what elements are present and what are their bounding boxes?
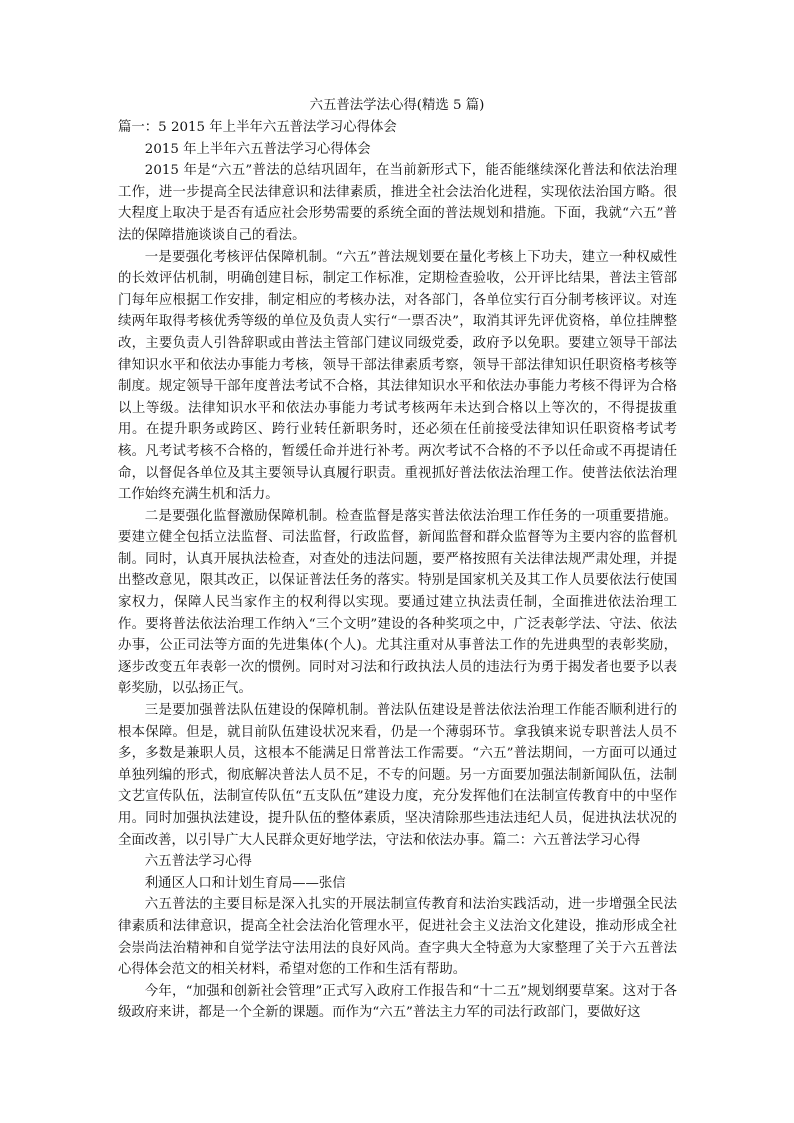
paragraph: 六五普法的主要目标是深入扎实的开展法制宣传教育和法治实践活动，进一步增强全民法律素质和法律意识，提高全社会法治化管理水平，促进社会主义法治文化建设，推动形成全社会崇尚法治精神和自觉学法守法用法的良好风尚。查字典大全特意为大家整理了关于六五普法心得体会范文的相关材料，希望对您的工作和生活有帮助。 <box>118 897 677 978</box>
paragraph: 二是要强化监督激励保障机制。检查监督是落实普法依法治理工作任务的一项重要措施。要建立健全包括立法监督、司法监督，行政监督，新闻监督和群众监督等为主要内容的监督机制。同时，认真开展执法检查，对查处的违法问题，要严格按照有关法律法规严肃处理，并提出整改意见，限其改正，以保证普法任务的落实。特别是国家机关及其工作人员要依法行使国家权力，保障人民当家作主的权利得以实现。要通过建立执法责任制，全面推进依法治理工作。要将普法依法治理工作纳入“三个文明”建设的各种奖项之中，广泛表彰学法、守法、依法办事，公正司法等方面的先进集体(个人)。尤其注重对从事普法工作的先进典型的表彰奖励，逐步改变五年表彰一次的惯例。同时对习法和行政执法人员的违法行为勇于揭发者也要予以表彰奖励，以弘扬正气。 <box>118 508 677 697</box>
part2-author: 利通区人口和计划生育局——张信 <box>144 875 346 891</box>
part1-subtitle: 2015 年上半年六五普法学习心得体会 <box>144 141 371 157</box>
paragraph: 三是要加强普法队伍建设的保障机制。普法队伍建设是普法依法治理工作能否顺利进行的根本保障。但是，就目前队伍建设状况来看，仍是一个薄弱环节。拿我镇来说专职普法人员不多，多数是兼职人员，这根本不能满足日常普法工作需要。“六五”普法期间，一方面可以通过单独列编的形式，彻底解决普法人员不足，不专的问题。另一方面要加强法制新闻队伍，法制文艺宣传队伍，法制宣传队伍“五支队伍”建设力度，充分发挥他们在法制宣传教育中的中坚作用。同时加强执法建设，提升队伍的整体素质，坚决清除那些违法违纪人员，促进执法状况的全面改善，以引导广大人民群众更好地学法，守法和依法办事。篇二：六五普法学习心得 <box>118 703 677 848</box>
document-title: 六五普法学法心得(精选 5 篇) <box>309 98 485 113</box>
part2-subtitle: 六五普法学习心得 <box>144 854 252 870</box>
paragraph: 今年，“加强和创新社会管理”正式写入政府工作报告和“十二五”规划纲要草案。这对于各级政府来讲，都是一个全新的课题。而作为“六五”普法主力军的司法行政部门，要做好这 <box>118 983 677 1021</box>
document-body <box>118 117 677 1024</box>
part1-heading: 篇一：5 2015 年上半年六五普法学习心得体会 <box>118 120 397 135</box>
paragraph: 2015 年是“六五”普法的总结巩固年，在当前新形式下，能否能继续深化普法和依法治理工作，进一步提高全民法律意识和法律素质，推进全社会法治化进程，实现依法治国方略。很大程度上取决于是否有适应社会形势需要的系统全面的普法规划和措施。下面，我就“六五”普法的保障措施谈谈自己的看法。 <box>118 163 677 243</box>
paragraph: 一是要强化考核评估保障机制。“六五”普法规划要在量化考核上下功夫，建立一种权威性的长效评估机制，明确创建目标，制定工作标准，定期检查验收，公开评比结果，普法主管部门每年应根据工作安排，制定相应的考核办法，对各部门，各单位实行百分制考核评议。对连续两年取得考核优秀等级的单位及负责人实行“一票否决”，取消其评先评优资格，单位挂牌整改，主要负责人引咎辞职或由普法主管部门建议同级党委，政府予以免职。要建立领导干部法律知识水平和依法办事能力考核，领导干部法律素质考察，领导干部法律知识任职资格考核等制度。规定领导干部年度普法考试不合格，其法律知识水平和依法办事能力考核不得评为合格以上等级。法律知识水平和依法办事能力考试考核两年未达到合格以上等次的，不得提拔重用。在提升职务或跨区、跨行业转任新职务时，还必须在任前接受法律知识任职资格考试考核。凡考试考核不合格的，暂缓任命并进行补考。两次考试不合格的不予以任命或不再提请任命，以督促各单位及其主要领导认真履行职责。重视抓好普法依法治理工作。使普法依法治理工作始终充满生机和活力。 <box>118 249 677 503</box>
